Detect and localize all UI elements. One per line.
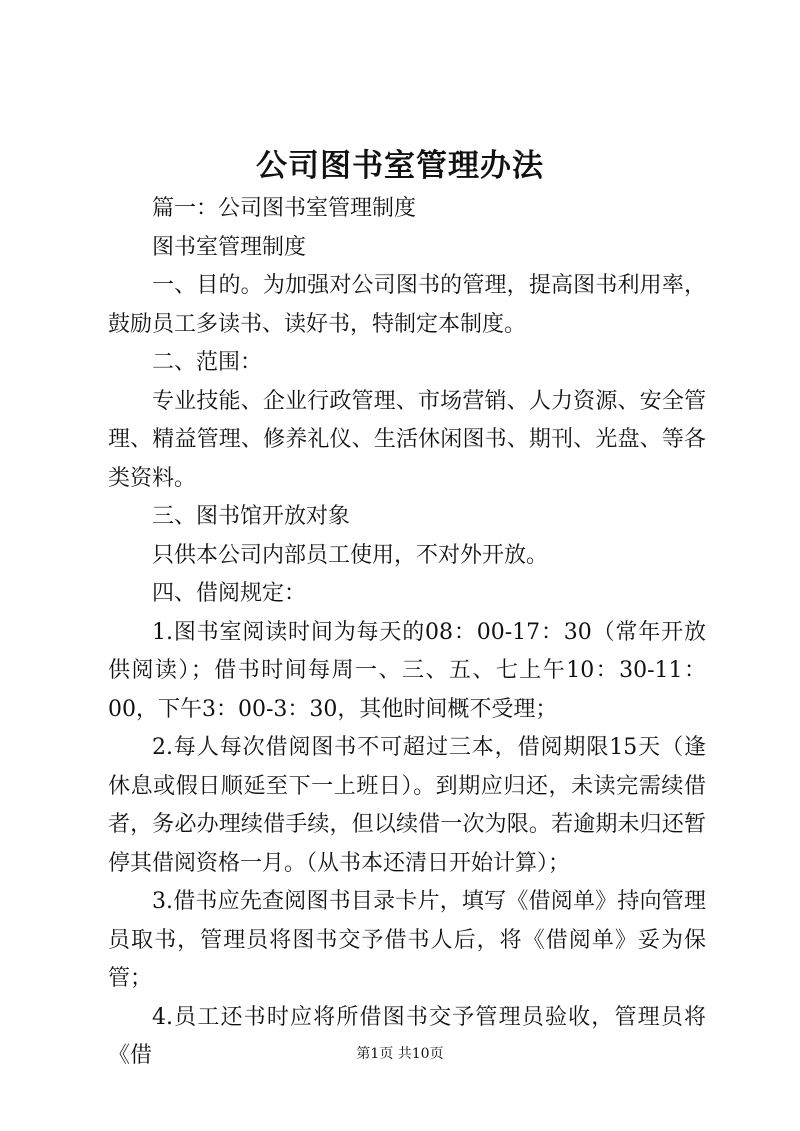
paragraph-purpose: 一、目的。为加强对公司图书的管理，提高图书利用率，鼓励员工多读书、读好书，特制定本制度。 — [108, 273, 706, 337]
paragraph-rule-2: 2.每人每次借阅图书不可超过三本，借阅期限15天（逢休息或假日顺延至下一上班日）。到期应归还，未读完需续借者，务必办理续借手续，但以续借一次为限。若逾期未归还暂停其借阅资格一月。（从书本还清日开始计算）； — [108, 735, 706, 876]
paragraph-section-heading: 篇一：公司图书室管理制度 — [152, 196, 417, 221]
page-footer: 第1页 共10页 — [356, 1046, 444, 1062]
paragraph-subtitle: 图书室管理制度 — [152, 234, 307, 260]
paragraph-rule-3: 3.借书应先查阅图书目录卡片，填写《借阅单》持向管理员取书，管理员将图书交予借书人后，将《借阅单》妥为保管； — [108, 889, 706, 991]
paragraph-scope: 专业技能、企业行政管理、市场营销、人力资源、安全管理、精益管理、修养礼仪、生活休闲图书、期刊、光盘、等各类资料。 — [108, 388, 706, 491]
paragraph-audience-heading: 三、图书馆开放对象 — [152, 504, 351, 529]
paragraph-rule-4: 4.员工还书时应将所借图书交予管理员验收，管理员将《借 — [108, 1004, 706, 1068]
paragraph-rule-1: 1.图书室阅读时间为每天的08：00-17：30（常年开放供阅读）；借书时间每周一、三、五、七上午10：30-11：00，下午3：00-3：30，其他时间概不受理； — [108, 619, 706, 722]
document-body — [108, 190, 706, 1076]
paragraph-audience: 只供本公司内部员工使用，不对外开放。 — [152, 542, 549, 568]
paragraph-scope-heading: 二、范围： — [152, 350, 263, 375]
paragraph-rules-heading: 四、借阅规定： — [152, 581, 307, 606]
document-title: 公司图书室管理办法 — [256, 148, 544, 184]
